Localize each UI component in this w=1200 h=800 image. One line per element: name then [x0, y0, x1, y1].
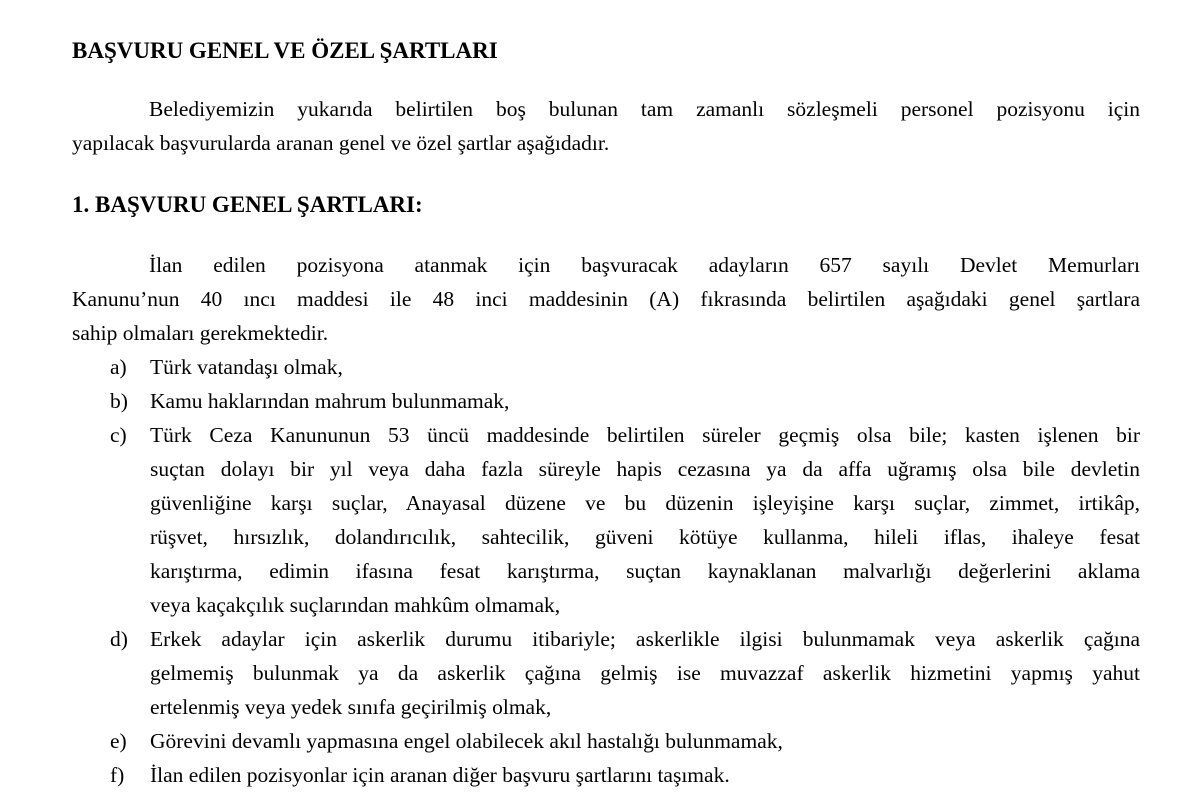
list-item: [72, 622, 1140, 724]
list-item: [72, 384, 1140, 418]
text-line: Belediyemizin yukarıda belirtilen boş bulunan tam zamanlı sözleşmeli personel pozisyonu için: [149, 97, 1140, 121]
section-heading: 1. BAŞVURU GENEL ŞARTLARI:: [72, 192, 423, 217]
list-item-text: Erkek adaylar için askerlik durumu itibariyle; askerlikle ilgisi bulunmamak veya askerlik çağına: [150, 627, 1140, 651]
list-item-text: ertelenmiş veya yedek sınıfa geçirilmiş olmak,: [150, 695, 552, 719]
list-item-text: Türk vatandaşı olmak,: [150, 355, 343, 379]
list-marker: e): [110, 729, 127, 753]
list-item-text: Türk Ceza Kanununun 53 üncü maddesinde belirtilen süreler geçmiş olsa bile; kasten işlenen bir: [150, 423, 1140, 447]
section-paragraph: [72, 248, 1140, 350]
list-item-text: gelmemiş bulunmak ya da askerlik çağına gelmiş ise muvazzaf askerlik hizmetini yapmış yahut: [150, 661, 1140, 685]
list-item-text: Kamu haklarından mahrum bulunmamak,: [150, 389, 510, 413]
text-line: sahip olmaları gerekmektedir.: [72, 321, 329, 345]
list-item: [72, 724, 1140, 758]
text-line: İlan edilen pozisyona atanmak için başvuracak adayların 657 sayılı Devlet Memurları: [149, 253, 1140, 277]
list-item-text: Görevini devamlı yapmasına engel olabilecek akıl hastalığı bulunmamak,: [150, 729, 783, 753]
list-marker: b): [110, 389, 128, 413]
list-item: [72, 418, 1140, 622]
list-item-text: İlan edilen pozisyonlar için aranan diğer başvuru şartlarını taşımak.: [150, 763, 730, 787]
list-item-text: veya kaçakçılık suçlarından mahkûm olmamak,: [150, 593, 561, 617]
list-item-text: suçtan dolayı bir yıl veya daha fazla süreyle hapis cezasına ya da affa uğramış olsa bile devletin: [150, 457, 1140, 481]
list-item: [72, 758, 1140, 792]
text-line: yapılacak başvurularda aranan genel ve özel şartlar aşağıdadır.: [72, 131, 610, 155]
list-marker: a): [110, 355, 127, 379]
text-line: Kanunu’nun 40 ıncı maddesi ile 48 inci maddesinin (A) fıkrasında belirtilen aşağıdaki genel şartlara: [72, 287, 1140, 311]
list-marker: d): [110, 627, 128, 651]
document-title: BAŞVURU GENEL VE ÖZEL ŞARTLARI: [72, 38, 498, 63]
intro-paragraph: [72, 92, 1140, 160]
list-item-text: karıştırma, edimin ifasına fesat karıştırma, suçtan kaynaklanan malvarlığı değerlerini aklama: [150, 559, 1140, 583]
conditions-list: [72, 350, 1140, 792]
list-item-text: güvenliğine karşı suçlar, Anayasal düzene ve bu düzenin işleyişine karşı suçlar, zimmet, irtikâp,: [150, 491, 1140, 515]
list-item: [72, 350, 1140, 384]
list-marker: c): [110, 423, 127, 447]
list-marker: f): [110, 763, 125, 787]
list-item-text: rüşvet, hırsızlık, dolandırıcılık, sahtecilik, güveni kötüye kullanma, hileli iflas, ihaleye fesat: [150, 525, 1140, 549]
